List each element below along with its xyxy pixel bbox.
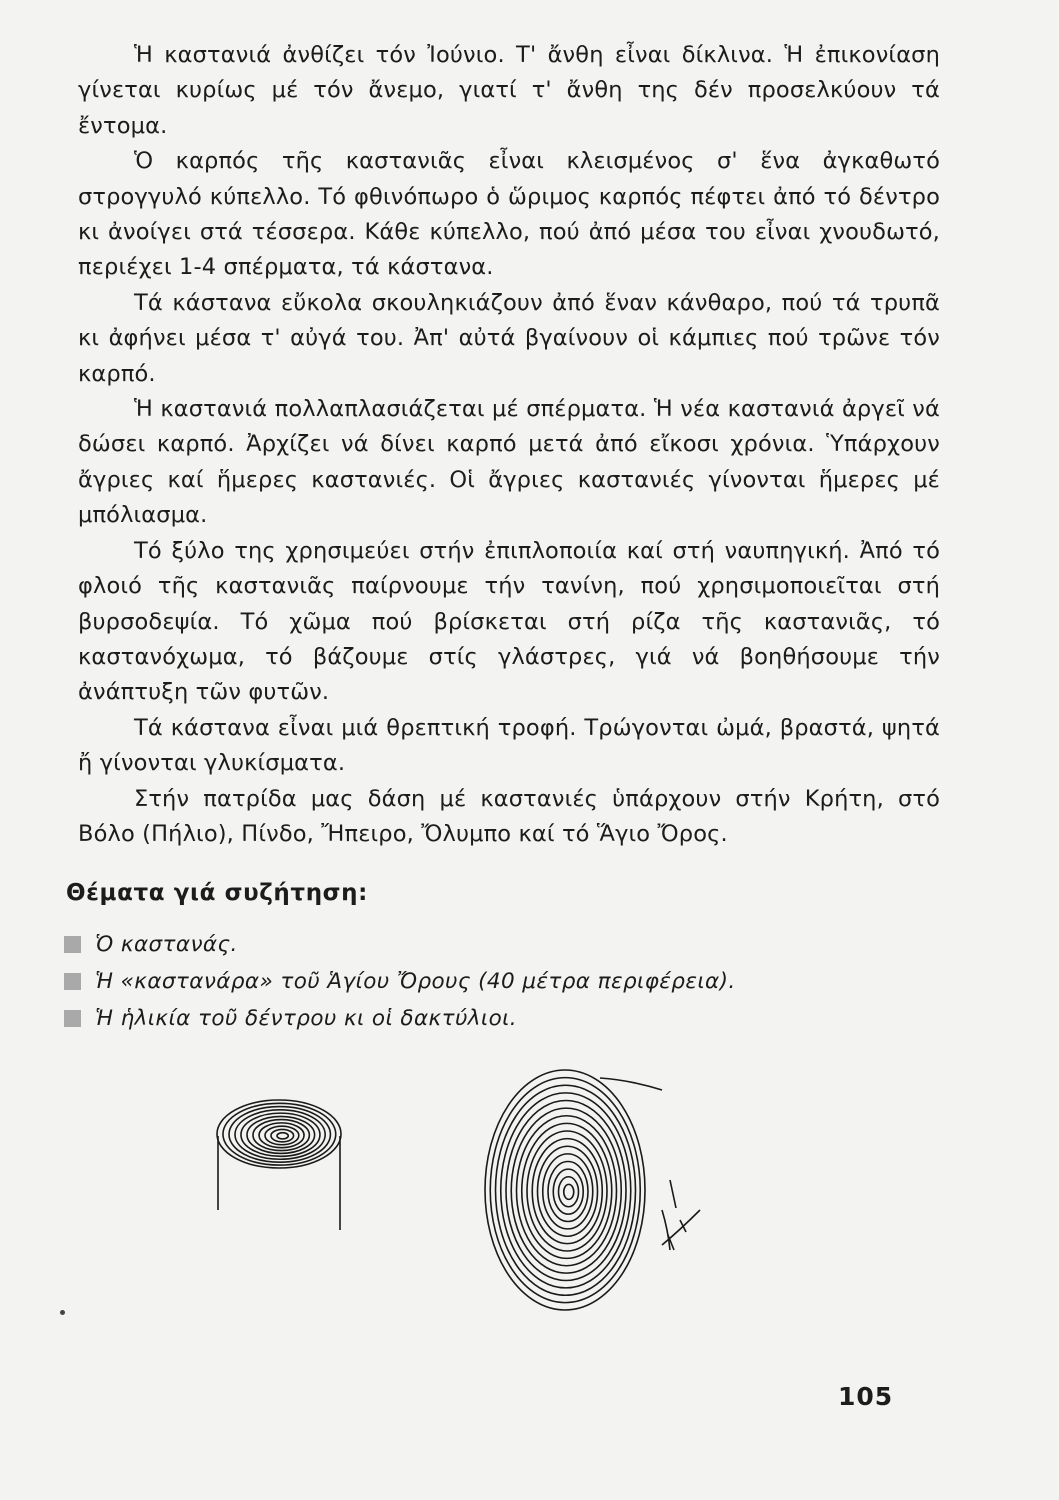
topic-text: Ἡ ἡλικία τοῦ δέντρου κι οἱ δακτύλιοι.: [95, 1006, 518, 1031]
paragraph-fruit: Ὁ καρπός τῆς καστανιᾶς εἶναι κλεισμένος σ' ἕνα ἀγκαθωτό στρογγυλό κύπελλο. Τό φθινόπωρο ὁ ὥριμος καρπός πέφτει ἀπό τό δέντρο κι ἀνοίγει στά τέσσερα. Κάθε κύπελλο, πού ἀπό μέσα του εἶναι χνουδωτό, περιέχει 1-4 σπέρματα, τά κάστανα.: [78, 148, 940, 281]
discussion-topic: [64, 926, 964, 963]
tree-ring: [277, 1133, 288, 1139]
square-bullet-icon: [64, 936, 81, 953]
paragraph-pests: Τά κάστανα εὔκολα σκουληκιάζουν ἀπό ἕναν κάνθαρο, πού τά τρυπᾶ κι ἀφήνει μέσα τ' αὐγά του. Ἀπ' αὐτά βγαίνουν οἱ κάμπιες πού τρῶνε τόν καρπό.: [78, 289, 940, 387]
tree-ring: [527, 1131, 607, 1251]
tree-ring: [235, 1110, 325, 1159]
paragraph-forests: Στήν πατρίδα μας δάση μέ καστανιές ὑπάρχουν στήν Κρήτη, στό Βόλο (Πήλιο), Πίνδο, Ἤπειρο, Ὄλυμπο καί τό Ἅγιο Ὄρος.: [78, 785, 940, 847]
topic-text: Ὁ καστανάς.: [95, 932, 238, 957]
tree-ring: [253, 1120, 309, 1151]
tree-ring: [490, 1078, 640, 1303]
tree-ring: [559, 1177, 579, 1207]
page-number: 105: [838, 1382, 894, 1411]
topic-text: Ἡ «καστανάρα» τοῦ Ἁγίου Ὄρους (40 μέτρα περιφέρεια).: [95, 969, 736, 994]
paragraph-wood-uses: Τό ξύλο της χρησιμεύει στήν ἐπιπλοποιία καί στή ναυπηγική. Ἀπό τό φλοιό τῆς καστανιᾶς παίρνουμε τήν τανίνη, πού χρησιμοποιεῖται στή βυρσοδεψία. Τό χῶμα πού βρίσκεται στή ρίζα τῆς καστανιᾶς, τό καστανόχωμα, τό βάζουμε στίς γλάστρες, γιά νά βοηθήσουμε τήν ἀνάπτυξη τῶν φυτῶν.: [78, 537, 940, 706]
tree-stump-rings-icon: [217, 1100, 341, 1230]
discussion-heading: Θέματα γιά συζήτηση:: [66, 880, 368, 906]
tree-ring: [271, 1129, 294, 1141]
square-bullet-icon: [64, 1010, 81, 1027]
discussion-topics: [64, 926, 964, 1037]
tree-rings-illustration: [200, 1060, 740, 1360]
discussion-topic: [64, 1000, 964, 1037]
discussion-topic: [64, 963, 964, 1000]
paragraph-propagation: Ἡ καστανιά πολλαπλασιάζεται μέ σπέρματα. Ἡ νέα καστανιά ἀργεῖ νά δώσει καρπό. Ἀρχίζει νά δίνει καρπό μετά ἀπό εἴκοσι χρόνια. Ὑπάρχουν ἄγριες καί ἥμερες καστανιές. Οἱ ἄγριες καστανιές γίνονται ἥμερες μέ μπόλιασμα.: [78, 396, 940, 529]
tree-ring: [543, 1154, 593, 1229]
log-cross-section-rings-icon: [485, 1070, 700, 1310]
square-bullet-icon: [64, 973, 81, 990]
page-speck: [60, 1310, 65, 1315]
tree-ring: [564, 1184, 574, 1199]
body-text: [78, 38, 940, 852]
paragraph-food: Τά κάστανα εἶναι μιά θρεπτική τροφή. Τρώγονται ὠμά, βραστά, ψητά ἤ γίνονται γλυκίσματα.: [78, 714, 940, 777]
paragraph-flowering: Ἡ καστανιά ἀνθίζει τόν Ἰούνιο. Τ' ἄνθη εἶναι δίκλινα. Ἡ ἐπικονίαση γίνεται κυρίως μέ τόν ἄνεμο, γιατί τ' ἄνθη της δέν προσελκύουν τά ἔντομα.: [78, 42, 940, 139]
tree-ring: [506, 1101, 626, 1281]
